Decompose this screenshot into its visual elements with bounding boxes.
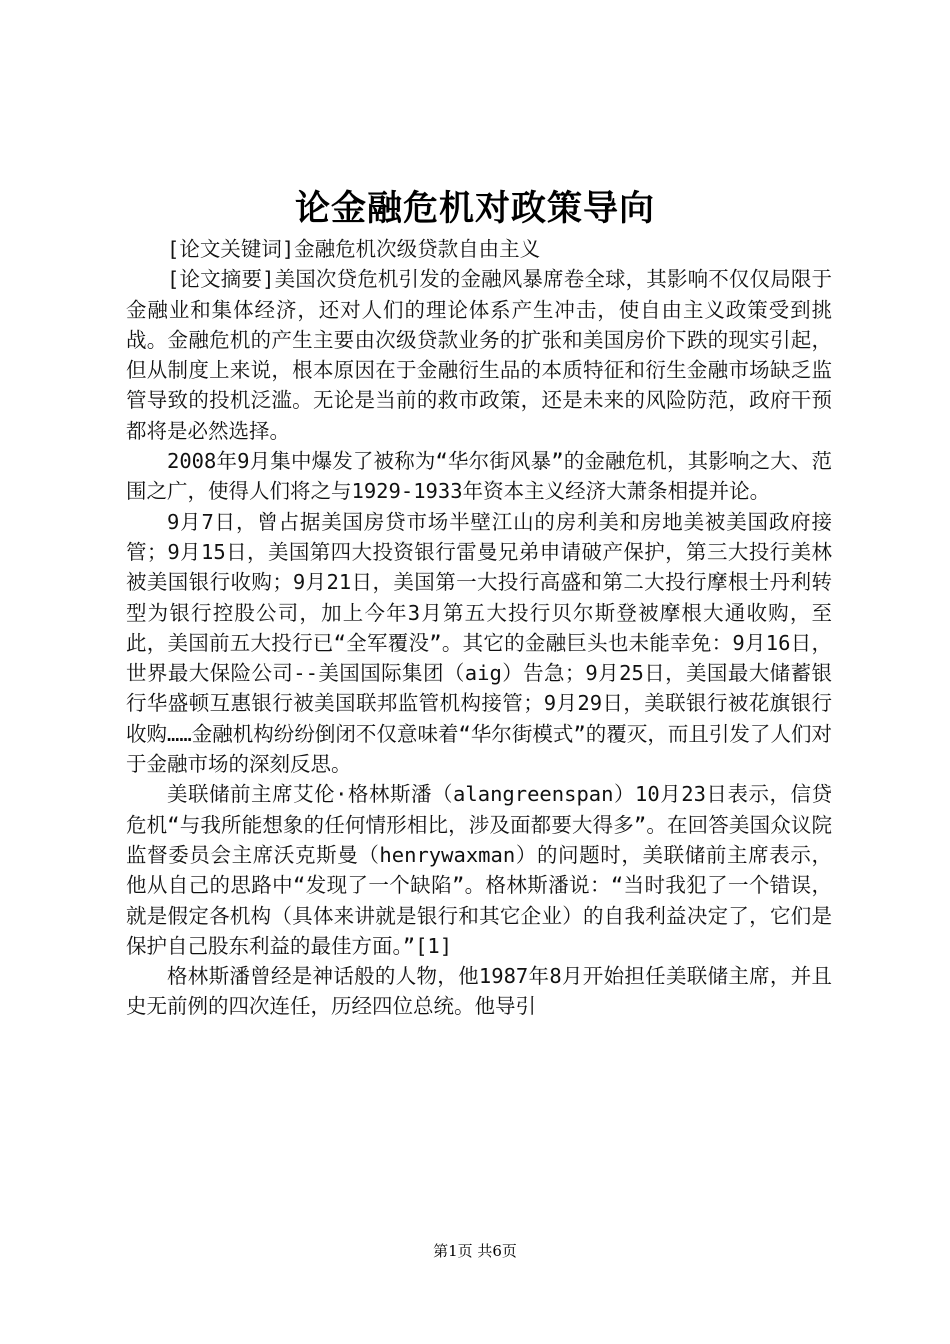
- body-paragraph: 美联储前主席艾伦·格林斯潘（alangreenspan）10月23日表示，信贷危机“与我所能想象的任何情形相比，涉及面都要大得多”。在回答美国众议院监督委员会主席沃克斯曼（henrywaxman）的问题时，美联储前主席表示，他从自己的思路中“发现了一个缺陷”。格林斯潘说：“当时我犯了一个错误，就是假定各机构（具体来讲就是银行和其它企业）的自我利益决定了，它们是保护自己股东利益的最佳方面。”[1]: [126, 782, 832, 958]
- keywords-paragraph: [论文关键词]金融危机次级贷款自由主义: [167, 237, 541, 261]
- page-footer: 第1页 共6页: [433, 1242, 517, 1260]
- document-title: 论金融危机对政策导向: [294, 188, 655, 229]
- document-body: [126, 234, 832, 1022]
- body-paragraph: 格林斯潘曾经是神话般的人物，他1987年8月开始担任美联储主席，并且史无前例的四次连任，历经四位总统。他导引: [126, 964, 832, 1019]
- abstract-paragraph: [论文摘要]美国次贷危机引发的金融风暴席卷全球，其影响不仅仅局限于金融业和集体经济，还对人们的理论体系产生冲击，使自由主义政策受到挑战。金融危机的产生主要由次级贷款业务的扩张和美国房价下跌的现实引起，但从制度上来说，根本原因在于金融衍生品的本质特征和衍生金融市场缺乏监管导致的投机泛滥。无论是当前的救市政策，还是未来的风险防范，政府干预都将是必然选择。: [126, 267, 832, 443]
- body-paragraph: 9月7日，曾占据美国房贷市场半壁江山的房利美和房地美被美国政府接管；9月15日，美国第四大投资银行雷曼兄弟申请破产保护，第三大投行美林被美国银行收购；9月21日，美国第一大投行高盛和第二大投行摩根士丹利转型为银行控股公司，加上今年3月第五大投行贝尔斯登被摩根大通收购，至此，美国前五大投行已“全军覆没”。其它的金融巨头也未能幸免：9月16日，世界最大保险公司--美国国际集团（aig）告急；9月25日，美国最大储蓄银行华盛顿互惠银行被美国联邦监管机构接管；9月29日，美联银行被花旗银行收购……金融机构纷纷倒闭不仅意味着“华尔街模式”的覆灭，而且引发了人们对于金融市场的深刻反思。: [126, 509, 832, 777]
- body-paragraph: 2008年9月集中爆发了被称为“华尔街风暴”的金融危机，其影响之大、范围之广，使得人们将之与1929-1933年资本主义经济大萧条相提并论。: [126, 449, 832, 504]
